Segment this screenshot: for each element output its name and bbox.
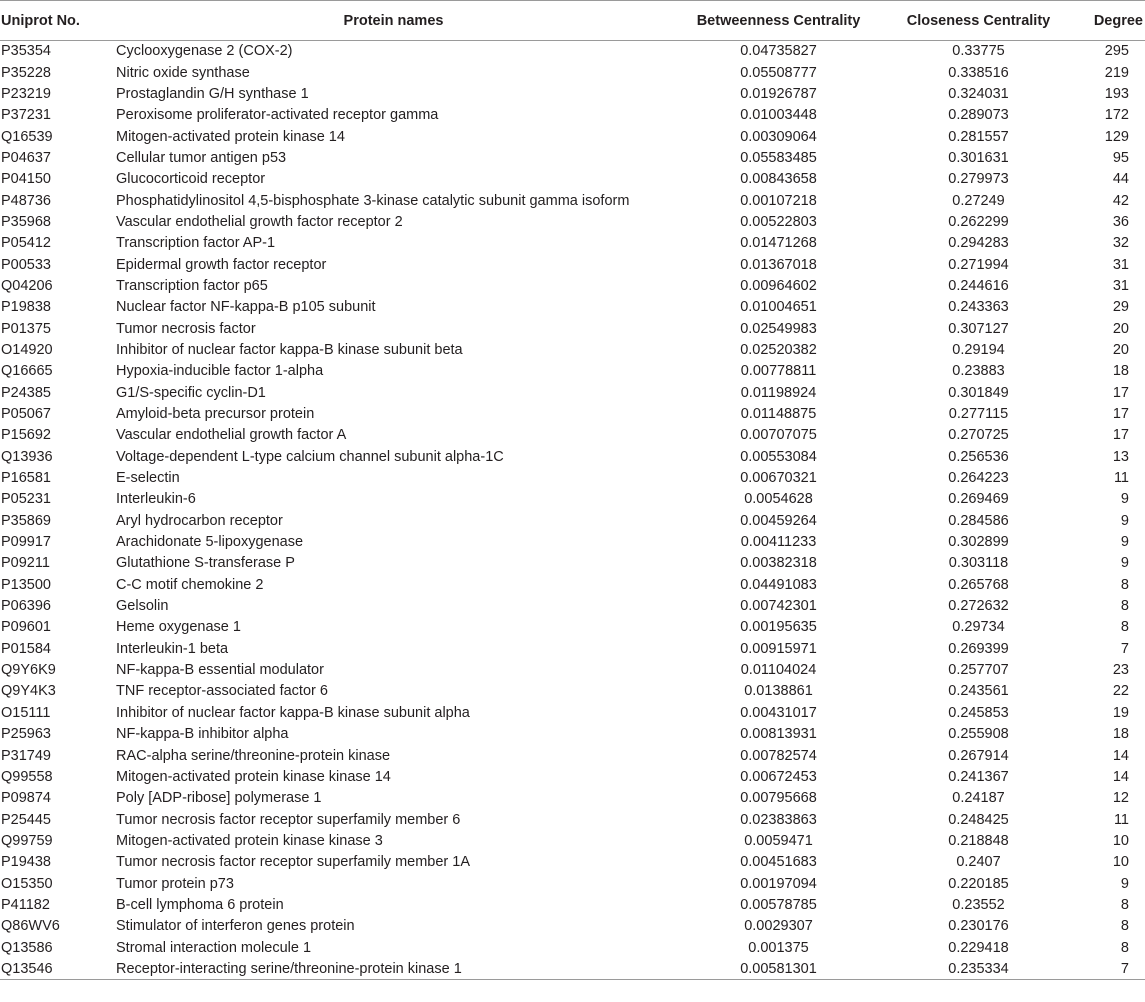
cell-uniprot-no: Q16539	[1, 128, 53, 145]
cell-betweenness-centrality: 0.0054628	[744, 491, 813, 508]
cell-protein-name: NF-kappa-B essential modulator	[116, 662, 324, 679]
cell-betweenness-centrality: 0.00107218	[740, 192, 817, 209]
table-row	[0, 339, 1145, 360]
cell-uniprot-no: P09917	[1, 534, 51, 551]
cell-protein-name: Stromal interaction molecule 1	[116, 939, 312, 956]
cell-betweenness-centrality: 0.00795668	[740, 790, 817, 807]
cell-protein-name: Heme oxygenase 1	[116, 619, 241, 636]
table-row	[0, 211, 1145, 232]
cell-protein-name: Tumor necrosis factor receptor superfamily member 6	[116, 811, 461, 828]
cell-uniprot-no: O14920	[1, 341, 53, 358]
table-row	[0, 382, 1145, 403]
cell-closeness-centrality: 0.235334	[886, 958, 1071, 979]
cell-degree: 172	[1104, 107, 1129, 124]
cell-uniprot-no: Q99558	[1, 768, 53, 785]
cell-betweenness-centrality: 0.02520382	[740, 341, 817, 358]
cell-degree: 36	[1112, 213, 1129, 230]
cell-protein-name: Interleukin-6	[116, 491, 196, 508]
cell-degree: 32	[1112, 235, 1129, 252]
cell-degree: 12	[1112, 790, 1129, 807]
cell-closeness-centrality: 0.271994	[948, 256, 1009, 273]
cell-uniprot-no: P01584	[1, 640, 51, 657]
cell-closeness-centrality: 0.256536	[948, 448, 1009, 465]
cell-closeness-centrality: 0.243363	[948, 299, 1009, 316]
cell-protein-name: Tumor necrosis factor	[116, 320, 256, 337]
cell-uniprot-no: Q16665	[1, 363, 53, 380]
cell-degree: 17	[1112, 384, 1129, 401]
cell-betweenness-centrality: 0.00522803	[740, 213, 817, 230]
cell-protein-name: Transcription factor p65	[116, 277, 268, 294]
cell-degree: 14	[1112, 747, 1129, 764]
cell-degree: 95	[1112, 149, 1129, 166]
cell-degree: 20	[1112, 320, 1129, 337]
table-row	[0, 937, 1145, 958]
cell-protein-name: Vascular endothelial growth factor receptor 2	[116, 213, 403, 230]
cell-closeness-centrality: 0.2407	[956, 854, 1001, 871]
cell-degree: 31	[1112, 277, 1129, 294]
cell-protein-name: Cellular tumor antigen p53	[116, 149, 287, 166]
cell-protein-name: NF-kappa-B inhibitor alpha	[116, 726, 289, 743]
table-row	[0, 105, 1145, 126]
header-closeness-centrality: Closeness Centrality	[886, 1, 1071, 41]
cell-closeness-centrality: 0.301631	[948, 149, 1009, 166]
table-row	[0, 617, 1145, 638]
cell-degree: 8	[1120, 939, 1129, 956]
cell-uniprot-no: Q9Y6K9	[1, 662, 56, 679]
table-row	[0, 830, 1145, 851]
cell-uniprot-no: P35869	[1, 512, 51, 529]
cell-closeness-centrality: 0.229418	[948, 939, 1009, 956]
cell-closeness-centrality: 0.338516	[948, 64, 1009, 81]
cell-protein-name: Glutathione S-transferase P	[116, 555, 295, 572]
table-row	[0, 467, 1145, 488]
cell-betweenness-centrality: 0.00553084	[740, 448, 817, 465]
cell-uniprot-no: Q99759	[1, 832, 53, 849]
table-row	[0, 788, 1145, 809]
cell-uniprot-no: O15350	[1, 875, 53, 892]
cell-degree: 219	[1104, 64, 1129, 81]
cell-degree: 9	[1120, 555, 1129, 572]
cell-uniprot-no: P35968	[1, 213, 51, 230]
cell-degree: 11	[1113, 811, 1129, 828]
cell-degree: 8	[1120, 918, 1129, 935]
cell-uniprot-no: P25963	[1, 726, 51, 743]
cell-betweenness-centrality: 0.00742301	[740, 598, 817, 615]
cell-closeness-centrality: 0.29734	[952, 619, 1005, 636]
cell-protein-name: E-selectin	[116, 470, 180, 487]
cell-protein-name: Voltage-dependent L-type calcium channel subunit alpha-1C	[116, 448, 504, 465]
cell-protein-name: Prostaglandin G/H synthase 1	[116, 85, 309, 102]
cell-betweenness-centrality: 0.00782574	[740, 747, 817, 764]
table-row	[0, 574, 1145, 595]
cell-betweenness-centrality: 0.00578785	[740, 896, 817, 913]
cell-degree: 193	[1104, 85, 1129, 102]
cell-betweenness-centrality: 0.00451683	[740, 854, 817, 871]
cell-degree: 9	[1120, 534, 1129, 551]
cell-closeness-centrality: 0.23883	[952, 363, 1005, 380]
cell-degree: 8	[1120, 619, 1129, 636]
cell-closeness-centrality: 0.294283	[948, 235, 1009, 252]
cell-betweenness-centrality: 0.04491083	[740, 576, 817, 593]
cell-degree: 7	[1120, 640, 1129, 657]
cell-closeness-centrality: 0.257707	[948, 662, 1009, 679]
cell-degree: 10	[1112, 832, 1129, 849]
cell-uniprot-no: Q9Y4K3	[1, 683, 56, 700]
cell-uniprot-no: Q13546	[0, 958, 116, 979]
cell-closeness-centrality: 0.27249	[952, 192, 1005, 209]
cell-closeness-centrality: 0.243561	[948, 683, 1009, 700]
cell-uniprot-no: P16581	[1, 470, 51, 487]
cell-uniprot-no: P48736	[1, 192, 51, 209]
table-row	[0, 489, 1145, 510]
cell-protein-name: Tumor protein p73	[116, 875, 234, 892]
cell-uniprot-no: Q13586	[1, 939, 53, 956]
table-row	[0, 147, 1145, 168]
cell-closeness-centrality: 0.267914	[948, 747, 1009, 764]
cell-degree: 8	[1120, 896, 1129, 913]
table-header	[0, 1, 1145, 41]
cell-betweenness-centrality: 0.04735827	[740, 43, 817, 60]
cell-uniprot-no: Q13936	[1, 448, 53, 465]
table-row	[0, 361, 1145, 382]
table-row	[0, 254, 1145, 275]
cell-betweenness-centrality: 0.00309064	[740, 128, 817, 145]
cell-degree: 7	[1071, 958, 1145, 979]
table-row	[0, 531, 1145, 552]
cell-closeness-centrality: 0.270725	[948, 427, 1009, 444]
table-row	[0, 681, 1145, 702]
cell-uniprot-no: Q04206	[1, 277, 53, 294]
table-row	[0, 873, 1145, 894]
cell-closeness-centrality: 0.272632	[948, 598, 1009, 615]
table-row	[0, 894, 1145, 915]
cell-protein-name: Poly [ADP-ribose] polymerase 1	[116, 790, 322, 807]
cell-degree: 42	[1112, 192, 1129, 209]
cell-betweenness-centrality: 0.00197094	[740, 875, 817, 892]
cell-protein-name: B-cell lymphoma 6 protein	[116, 896, 284, 913]
cell-uniprot-no: P19438	[1, 854, 51, 871]
table-row	[0, 275, 1145, 296]
cell-betweenness-centrality: 0.05508777	[740, 64, 817, 81]
header-degree: Degree	[1071, 1, 1145, 41]
cell-closeness-centrality: 0.269399	[948, 640, 1009, 657]
cell-protein-name: Vascular endothelial growth factor A	[116, 427, 347, 444]
cell-degree: 9	[1120, 512, 1129, 529]
cell-uniprot-no: P09601	[1, 619, 51, 636]
cell-protein-name: Receptor-interacting serine/threonine-protein kinase 1	[116, 958, 671, 979]
cell-betweenness-centrality: 0.02549983	[740, 320, 817, 337]
cell-betweenness-centrality: 0.00670321	[740, 470, 817, 487]
cell-protein-name: Arachidonate 5-lipoxygenase	[116, 534, 304, 551]
cell-closeness-centrality: 0.281557	[948, 128, 1009, 145]
cell-degree: 14	[1112, 768, 1129, 785]
cell-degree: 22	[1112, 683, 1129, 700]
table-row	[0, 41, 1145, 62]
table-row	[0, 62, 1145, 83]
cell-protein-name: Inhibitor of nuclear factor kappa-B kinase subunit alpha	[116, 704, 470, 721]
cell-uniprot-no: P24385	[1, 384, 51, 401]
cell-degree: 295	[1104, 43, 1129, 60]
cell-closeness-centrality: 0.279973	[948, 171, 1009, 188]
cell-betweenness-centrality: 0.00964602	[740, 277, 817, 294]
cell-protein-name: RAC-alpha serine/threonine-protein kinase	[116, 747, 391, 764]
cell-degree: 17	[1112, 427, 1129, 444]
cell-protein-name: Peroxisome proliferator-activated receptor gamma	[116, 107, 439, 124]
cell-uniprot-no: P04150	[1, 171, 51, 188]
cell-closeness-centrality: 0.289073	[948, 107, 1009, 124]
cell-degree: 17	[1112, 406, 1129, 423]
cell-closeness-centrality: 0.33775	[952, 43, 1005, 60]
table-row	[0, 403, 1145, 424]
cell-uniprot-no: P41182	[1, 896, 50, 913]
cell-closeness-centrality: 0.302899	[948, 534, 1009, 551]
cell-betweenness-centrality: 0.00411233	[740, 534, 817, 551]
header-protein-names: Protein names	[116, 1, 671, 41]
cell-uniprot-no: P05231	[1, 491, 51, 508]
cell-betweenness-centrality: 0.00431017	[740, 704, 817, 721]
cell-betweenness-centrality: 0.02383863	[740, 811, 817, 828]
cell-protein-name: Epidermal growth factor receptor	[116, 256, 327, 273]
cell-degree: 31	[1112, 256, 1129, 273]
cell-protein-name: Mitogen-activated protein kinase kinase 14	[116, 768, 391, 785]
cell-protein-name: TNF receptor-associated factor 6	[116, 683, 328, 700]
cell-betweenness-centrality: 0.01926787	[740, 85, 817, 102]
cell-protein-name: Cyclooxygenase 2 (COX-2)	[116, 43, 293, 60]
cell-uniprot-no: P35228	[1, 64, 51, 81]
cell-uniprot-no: P05412	[1, 235, 51, 252]
table-row	[0, 595, 1145, 616]
cell-degree: 18	[1112, 363, 1129, 380]
cell-uniprot-no: P05067	[1, 406, 51, 423]
cell-degree: 9	[1120, 491, 1129, 508]
cell-uniprot-no: O15111	[1, 704, 51, 721]
cell-uniprot-no: Q86WV6	[1, 918, 60, 935]
header-row	[0, 1, 1145, 41]
cell-betweenness-centrality: 0.01148875	[740, 406, 817, 423]
cell-degree: 9	[1120, 875, 1129, 892]
cell-protein-name: Mitogen-activated protein kinase 14	[116, 128, 345, 145]
cell-closeness-centrality: 0.245853	[948, 704, 1009, 721]
table-row	[0, 318, 1145, 339]
cell-closeness-centrality: 0.255908	[948, 726, 1009, 743]
cell-betweenness-centrality: 0.0029307	[744, 918, 813, 935]
cell-closeness-centrality: 0.24187	[952, 790, 1005, 807]
cell-betweenness-centrality: 0.00459264	[740, 512, 817, 529]
table-row	[0, 958, 1145, 979]
cell-betweenness-centrality: 0.00195635	[740, 619, 817, 636]
cell-degree: 11	[1113, 470, 1129, 487]
cell-protein-name: Aryl hydrocarbon receptor	[116, 512, 283, 529]
table-row	[0, 425, 1145, 446]
cell-closeness-centrality: 0.23552	[952, 896, 1005, 913]
cell-protein-name: G1/S-specific cyclin-D1	[116, 384, 266, 401]
header-betweenness-centrality: Betweenness Centrality	[671, 1, 886, 41]
cell-closeness-centrality: 0.269469	[948, 491, 1009, 508]
cell-uniprot-no: P19838	[1, 299, 51, 316]
table-body	[0, 41, 1145, 980]
table-row	[0, 510, 1145, 531]
cell-degree: 8	[1120, 576, 1129, 593]
cell-betweenness-centrality: 0.00813931	[740, 726, 817, 743]
cell-betweenness-centrality: 0.0138861	[744, 683, 813, 700]
cell-betweenness-centrality: 0.01003448	[740, 107, 817, 124]
cell-closeness-centrality: 0.230176	[948, 918, 1009, 935]
cell-protein-name: Tumor necrosis factor receptor superfamily member 1A	[116, 854, 471, 871]
cell-uniprot-no: P13500	[1, 576, 51, 593]
cell-uniprot-no: P06396	[1, 598, 51, 615]
cell-betweenness-centrality: 0.001375	[748, 939, 809, 956]
cell-protein-name: Phosphatidylinositol 4,5-bisphosphate 3-kinase catalytic subunit gamma isoform	[116, 192, 630, 209]
table-row	[0, 83, 1145, 104]
cell-uniprot-no: P04637	[1, 149, 51, 166]
table-row	[0, 297, 1145, 318]
cell-closeness-centrality: 0.264223	[948, 470, 1009, 487]
cell-degree: 19	[1112, 704, 1129, 721]
cell-protein-name: Hypoxia-inducible factor 1-alpha	[116, 363, 324, 380]
cell-degree: 29	[1112, 299, 1129, 316]
cell-betweenness-centrality: 0.00382318	[740, 555, 817, 572]
cell-closeness-centrality: 0.241367	[948, 768, 1009, 785]
cell-protein-name: Glucocorticoid receptor	[116, 171, 266, 188]
cell-betweenness-centrality: 0.0059471	[744, 832, 813, 849]
table-row	[0, 916, 1145, 937]
cell-betweenness-centrality: 0.00581301	[671, 958, 886, 979]
table-row	[0, 809, 1145, 830]
cell-betweenness-centrality: 0.01004651	[740, 299, 817, 316]
cell-betweenness-centrality: 0.05583485	[740, 149, 817, 166]
cell-protein-name: Interleukin-1 beta	[116, 640, 229, 657]
cell-protein-name: C-C motif chemokine 2	[116, 576, 264, 593]
cell-uniprot-no: P25445	[1, 811, 51, 828]
cell-degree: 44	[1112, 171, 1129, 188]
cell-closeness-centrality: 0.307127	[948, 320, 1009, 337]
table-row	[0, 852, 1145, 873]
cell-uniprot-no: P15692	[1, 427, 51, 444]
cell-protein-name: Inhibitor of nuclear factor kappa-B kinase subunit beta	[116, 341, 463, 358]
cell-degree: 23	[1112, 662, 1129, 679]
table-row	[0, 745, 1145, 766]
cell-protein-name: Gelsolin	[116, 598, 169, 615]
table-row	[0, 446, 1145, 467]
cell-protein-name: Nuclear factor NF-kappa-B p105 subunit	[116, 299, 376, 316]
cell-degree: 13	[1112, 448, 1129, 465]
cell-closeness-centrality: 0.301849	[948, 384, 1009, 401]
table-row	[0, 190, 1145, 211]
cell-closeness-centrality: 0.244616	[948, 277, 1009, 294]
cell-degree: 20	[1112, 341, 1129, 358]
cell-uniprot-no: P01375	[1, 320, 51, 337]
header-uniprot-no: Uniprot No.	[0, 1, 116, 41]
cell-degree: 18	[1112, 726, 1129, 743]
cell-degree: 10	[1112, 854, 1129, 871]
cell-closeness-centrality: 0.303118	[948, 555, 1009, 572]
table-row	[0, 638, 1145, 659]
cell-degree: 129	[1104, 128, 1129, 145]
table-row	[0, 169, 1145, 190]
cell-closeness-centrality: 0.284586	[948, 512, 1009, 529]
cell-uniprot-no: P00533	[1, 256, 51, 273]
cell-uniprot-no: P23219	[1, 85, 51, 102]
cell-uniprot-no: P09874	[1, 790, 51, 807]
cell-betweenness-centrality: 0.00915971	[740, 640, 817, 657]
cell-uniprot-no: P31749	[1, 747, 51, 764]
cell-protein-name: Amyloid-beta precursor protein	[116, 406, 315, 423]
cell-betweenness-centrality: 0.00843658	[740, 171, 817, 188]
cell-betweenness-centrality: 0.01471268	[740, 235, 817, 252]
cell-closeness-centrality: 0.29194	[952, 341, 1005, 358]
table-row	[0, 553, 1145, 574]
cell-betweenness-centrality: 0.01104024	[740, 662, 817, 679]
cell-uniprot-no: P35354	[1, 43, 51, 60]
cell-closeness-centrality: 0.265768	[948, 576, 1009, 593]
table-row	[0, 724, 1145, 745]
cell-betweenness-centrality: 0.00778811	[740, 363, 817, 380]
cell-uniprot-no: P37231	[1, 107, 51, 124]
cell-closeness-centrality: 0.220185	[948, 875, 1009, 892]
cell-betweenness-centrality: 0.01367018	[740, 256, 817, 273]
table-row	[0, 702, 1145, 723]
cell-closeness-centrality: 0.324031	[948, 85, 1009, 102]
cell-closeness-centrality: 0.277115	[948, 406, 1009, 423]
cell-degree: 8	[1120, 598, 1129, 615]
cell-protein-name: Nitric oxide synthase	[116, 64, 250, 81]
cell-betweenness-centrality: 0.00707075	[740, 427, 817, 444]
table-row	[0, 659, 1145, 680]
table-row	[0, 126, 1145, 147]
cell-betweenness-centrality: 0.01198924	[740, 384, 817, 401]
cell-closeness-centrality: 0.218848	[948, 832, 1009, 849]
table-row	[0, 233, 1145, 254]
cell-protein-name: Stimulator of interferon genes protein	[116, 918, 355, 935]
cell-closeness-centrality: 0.248425	[948, 811, 1009, 828]
cell-closeness-centrality: 0.262299	[948, 213, 1009, 230]
cell-uniprot-no: P09211	[1, 555, 50, 572]
cell-protein-name: Mitogen-activated protein kinase kinase 3	[116, 832, 383, 849]
cell-betweenness-centrality: 0.00672453	[740, 768, 817, 785]
cell-protein-name: Transcription factor AP-1	[116, 235, 276, 252]
table-row	[0, 766, 1145, 787]
